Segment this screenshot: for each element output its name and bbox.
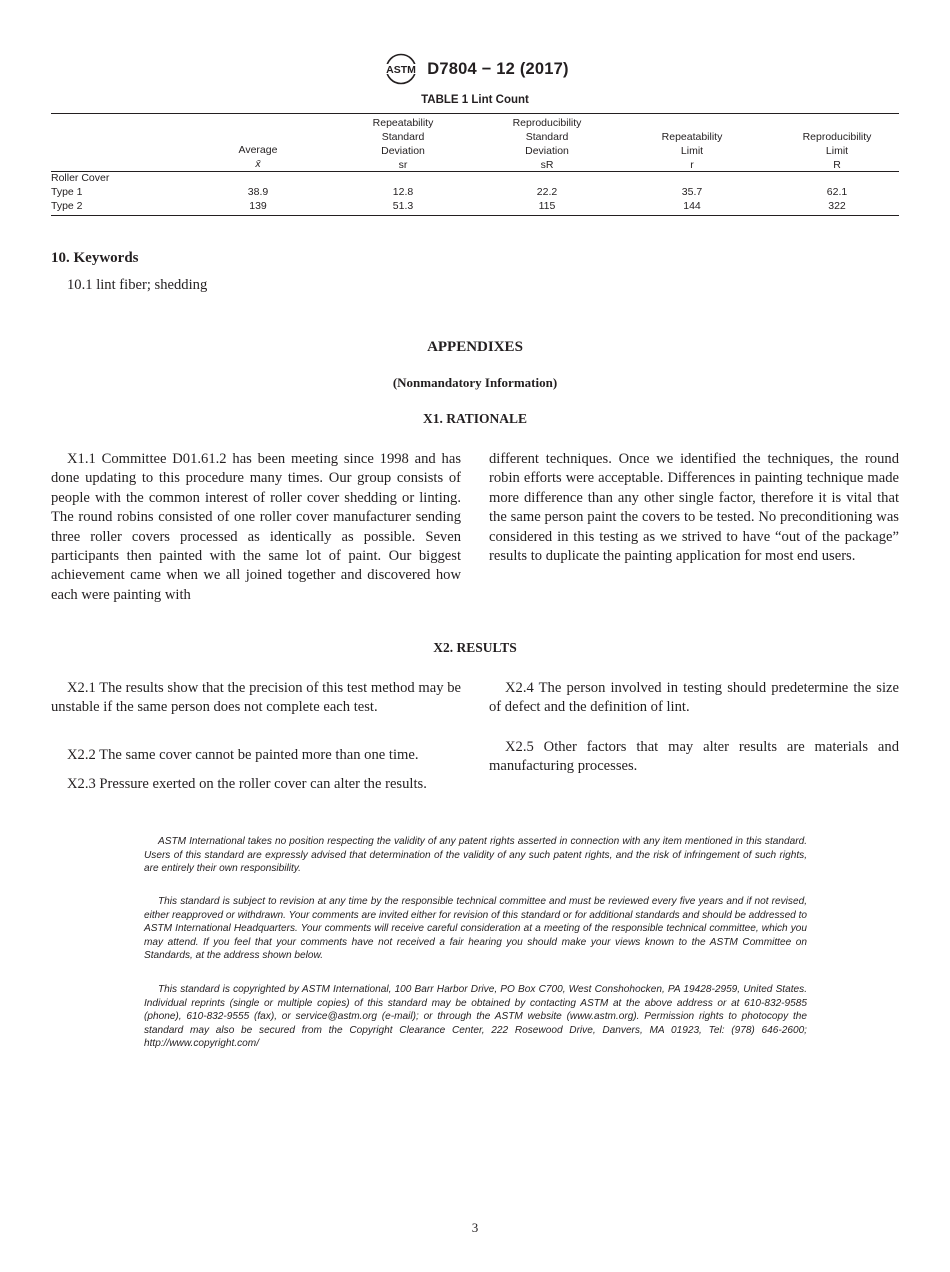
table-cell: 62.1 [826,186,848,198]
table-header-reproducibility-limit: Reproducibility Limit R [802,131,872,171]
table-header-repeatability-limit: Repeatability Limit r [661,131,723,171]
table-cell: 139 [249,200,267,212]
table-header-average: Average x̄ [238,144,278,170]
table-cell: 22.2 [536,186,558,198]
table-top-rule [51,113,899,114]
table-row-label: Type 1 [51,186,83,198]
paragraph-x2-4: X2.4 The person involved in testing should predetermine the size of defect and the definition of lint. [489,680,899,716]
paragraph-x2-3: X2.3 Pressure exerted on the roller cover can alter the results. [67,776,427,792]
table-cell: 322 [828,200,846,212]
keywords-text: 10.1 lint fiber; shedding [67,277,208,293]
paragraph-x2-5: X2.5 Other factors that may alter results are materials and manufacturing processes. [489,739,899,775]
appendixes-title: APPENDIXES [427,339,523,355]
astm-logo-icon [381,53,421,85]
table-cell: 51.3 [392,200,414,212]
page-header [0,52,950,86]
section-heading-x1: X1. RATIONALE [422,411,527,426]
table-header-reproducibility-sd: Reproducibility Standard Deviation sR [512,117,582,171]
section-heading-keywords: 10. Keywords [51,250,139,266]
table-cell: 12.8 [392,186,414,198]
table-row-label: Type 2 [51,200,83,212]
table-bottom-rule [51,215,899,216]
document-designation: D7804 − 12 (2017) [427,59,569,78]
paragraph-x2-2: X2.2 The same cover cannot be painted more than one time. [67,747,419,763]
table-cell: 115 [538,200,556,212]
svg-text:ASTM: ASTM [386,64,417,76]
page-number: 3 [471,1220,479,1235]
appendixes-subtitle: (Nonmandatory Information) [392,375,558,390]
section-heading-x2: X2. RESULTS [433,640,517,655]
table-cell: 35.7 [681,186,703,198]
paragraph-x2-1: X2.1 The results show that the precision of this test method may be unstable if the same person does not complete each test. [51,680,461,716]
notice-revision: This standard is subject to revision at any time by the responsible technical committee and must be reviewed every five years and if not revised, either reapproved or withdrawn. Your comments are invited either for revision of this standard or for additional standards and should be addressed to ASTM International Headquarters. Your comments will receive careful consideration at a meeting of the responsible technical committee, which you may attend. If you feel that your comments have not received a fair hearing you should make your views known to the ASTM Committee on Standards, at the address shown below. [144,896,808,962]
table-cell: 38.9 [247,186,269,198]
notice-copyright: This standard is copyrighted by ASTM International, 100 Barr Harbor Drive, PO Box C700, West Conshohocken, PA 19428-2959, United States. Individual reprints (single or multiple copies) of this standard may be obtained by contacting ASTM at the above address or at 610-832-9585 (phone), 610-832-9555 (fax), or service@astm.org (e-mail); or through the ASTM website (www.astm.org). Permission rights to photocopy the standard may also be secured from the Copyright Clearance Center, 222 Rosewood Drive, Danvers, MA 01923, Tel: (978) 646-2600; http://www.copyright.com/ [144,984,807,1050]
paragraph-x1-1-left: X1.1 Committee D01.61.2 has been meeting since 1998 and has done updating to this procedure many times. Our group consists of people with the common interest of roller cover shedding or linting. The round robins consisted of one roller cover manufacturer sending three roller covers processed as identically as possible. Seven participants then painted with the same lot of paint. Our biggest achievement came when we all joined together and discovered how each were painting with [51,451,461,603]
notice-patent: ASTM International takes no position respecting the validity of any patent rights asserted in connection with any item mentioned in this standard. Users of this standard are expressly advised that determination of the validity of any such patent rights, and the risk of infringement of such rights, are entirely their own responsibility. [144,836,807,875]
table-caption: TABLE 1 Lint Count [421,94,529,106]
table-group-label: Roller Cover [51,172,110,184]
table-header-repeatability-sd: Repeatability Standard Deviation sr [372,117,434,171]
table-cell: 144 [683,200,701,212]
paragraph-x1-1-right: different techniques. Once we identified the techniques, the round robin efforts were acceptable. Differences in painting technique made more difference than any other single factor, therefore it is vital that the same person paint the covers to be tested. No preconditioning was considered in this testing as we strived to have “out of the package” results to duplicate the painting application for most end users. [489,451,899,565]
